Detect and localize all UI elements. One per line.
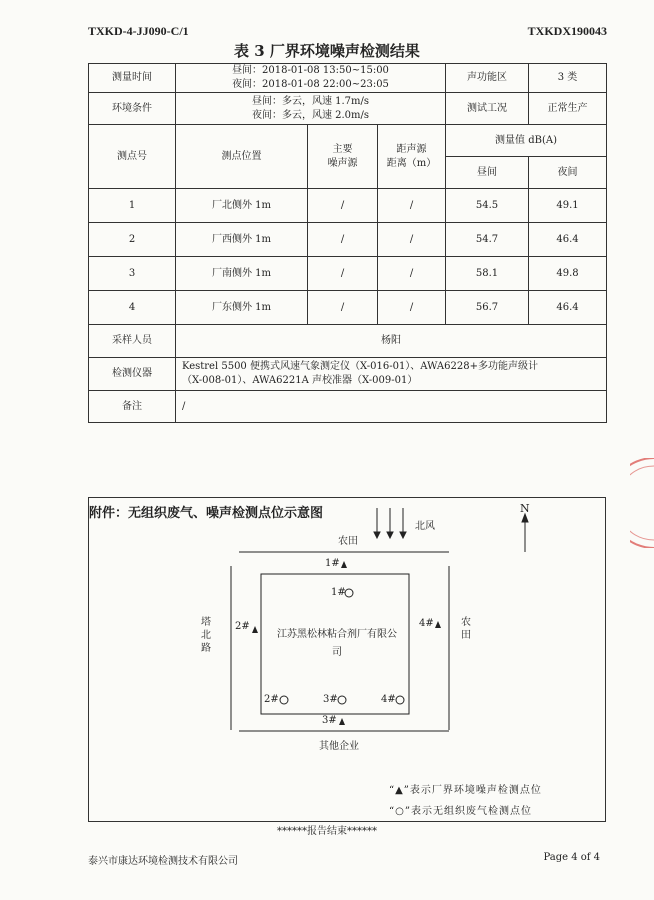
wind-arrows-icon <box>374 508 406 538</box>
point-no: 4 <box>89 291 176 325</box>
col-location-header: 测点位置 <box>176 125 308 189</box>
noise-point-2-icon <box>252 626 258 633</box>
table-row <box>89 291 607 325</box>
remarks-label: 备注 <box>89 391 176 423</box>
gas-point-3-icon <box>338 696 346 704</box>
point-day-value: 54.5 <box>446 189 529 223</box>
table-row <box>89 189 607 223</box>
col-source-line1: 主要 <box>332 143 353 155</box>
gas-point-2-label: 2# <box>264 694 279 705</box>
point-distance: / <box>378 189 446 223</box>
function-zone-value: 3 类 <box>529 64 607 93</box>
point-night-value: 46.4 <box>529 223 607 257</box>
footer-page-number: Page 4 of 4 <box>543 852 600 863</box>
annex-diagram-box <box>88 497 606 822</box>
point-source: / <box>308 257 378 291</box>
point-no: 1 <box>89 189 176 223</box>
point-distance: / <box>378 257 446 291</box>
bottom-enterprise-label: 其他企业 <box>319 741 359 752</box>
instruments-line1: Kestrel 5500 便携式风速气象测定仪（X-016-01）、AWA6228+多功能声级计 <box>182 361 538 372</box>
col-distance-line2: 距离（m） <box>386 157 437 169</box>
sampler-value: 杨阳 <box>176 325 607 358</box>
right-farmland-label: 农田 <box>461 617 471 641</box>
point-location: 厂北侧外 1m <box>176 189 308 223</box>
noise-point-3-icon <box>339 718 345 725</box>
point-night-value: 49.8 <box>529 257 607 291</box>
env-condition-label: 环境条件 <box>89 93 176 125</box>
measure-time-night: 夜间：2018-01-08 22:00~23:05 <box>232 79 389 90</box>
noise-results-table <box>88 63 607 423</box>
remarks-value: / <box>176 391 607 423</box>
function-zone-label: 声功能区 <box>446 64 529 93</box>
env-condition-night: 夜间：多云，风速 2.0m/s <box>251 109 370 121</box>
noise-point-1-icon <box>341 561 347 568</box>
point-night-value: 46.4 <box>529 291 607 325</box>
col-day-header: 昼间 <box>446 157 529 189</box>
document-code-right: TXKDX190043 <box>527 24 607 38</box>
measure-time-label: 测量时间 <box>89 64 176 93</box>
test-condition-value: 正常生产 <box>529 93 607 125</box>
gas-point-1-label: 1# <box>331 587 346 598</box>
top-farmland-label: 农田 <box>338 536 358 547</box>
north-wind-label: 北风 <box>415 521 435 532</box>
point-day-value: 58.1 <box>446 257 529 291</box>
measure-time-day: 昼间：2018-01-08 13:50~15:00 <box>232 65 389 76</box>
gas-point-1-icon <box>345 589 353 597</box>
legend-gas: “○”表示无组织废气检测点位 <box>389 806 532 817</box>
noise-point-1-label: 1# <box>325 558 340 569</box>
document-code-left: TXKD-4-JJ090-C/1 <box>88 24 189 38</box>
col-point-header: 测点号 <box>89 125 176 189</box>
legend-noise: “▲”表示厂界环境噪声检测点位 <box>389 785 542 796</box>
table-row <box>89 257 607 291</box>
col-distance-header <box>378 125 446 189</box>
point-day-value: 56.7 <box>446 291 529 325</box>
footer-company: 泰兴市康达环境检测技术有限公司 <box>88 856 238 867</box>
noise-point-3-label: 3# <box>322 715 337 726</box>
north-arrow-icon <box>522 514 528 552</box>
point-location: 厂西侧外 1m <box>176 223 308 257</box>
sampler-label: 采样人员 <box>89 325 176 358</box>
noise-point-4-icon <box>435 621 441 628</box>
instruments-label: 检测仪器 <box>89 358 176 391</box>
north-letter: N <box>520 502 530 515</box>
env-condition-value <box>176 93 446 125</box>
env-condition-day: 昼间：多云，风速 1.7m/s <box>251 95 370 107</box>
annex-title: 附件：无组织废气、噪声检测点位示意图 <box>89 506 324 521</box>
point-no: 2 <box>89 223 176 257</box>
gas-point-4-icon <box>396 696 404 704</box>
gas-point-4-label: 4# <box>381 694 396 705</box>
col-measured-header: 测量值 dB(A) <box>446 125 607 157</box>
point-location: 厂东侧外 1m <box>176 291 308 325</box>
point-location: 厂南侧外 1m <box>176 257 308 291</box>
table-row <box>89 223 607 257</box>
company-name-line1: 江苏黑松林粘合剂厂有限公 <box>277 629 397 640</box>
instruments-value <box>176 358 607 391</box>
test-condition-label: 测试工况 <box>446 93 529 125</box>
noise-point-4-label: 4# <box>419 618 434 629</box>
left-road-label: 塔北路 <box>201 617 211 654</box>
company-name-line2: 司 <box>332 647 342 658</box>
measure-time-value <box>176 64 446 93</box>
col-night-header: 夜间 <box>529 157 607 189</box>
point-no: 3 <box>89 257 176 291</box>
point-source: / <box>308 291 378 325</box>
point-distance: / <box>378 291 446 325</box>
red-seal-stamp <box>630 458 654 548</box>
instruments-line2: （X-008-01）、AWA6221A 声校准器（X-009-01） <box>182 375 418 386</box>
point-night-value: 49.1 <box>529 189 607 223</box>
gas-point-2-icon <box>280 696 288 704</box>
report-end-line: ******报告结束****** <box>277 826 377 837</box>
table-title: 表 3 厂界环境噪声检测结果 <box>234 42 420 60</box>
col-source-header <box>308 125 378 189</box>
col-source-line2: 噪声源 <box>327 157 358 169</box>
gas-point-3-label: 3# <box>323 694 338 705</box>
point-source: / <box>308 189 378 223</box>
point-day-value: 54.7 <box>446 223 529 257</box>
noise-point-2-label: 2# <box>235 621 250 632</box>
point-source: / <box>308 223 378 257</box>
col-distance-line1: 距声源 <box>396 143 427 155</box>
point-distance: / <box>378 223 446 257</box>
company-name <box>267 626 407 662</box>
